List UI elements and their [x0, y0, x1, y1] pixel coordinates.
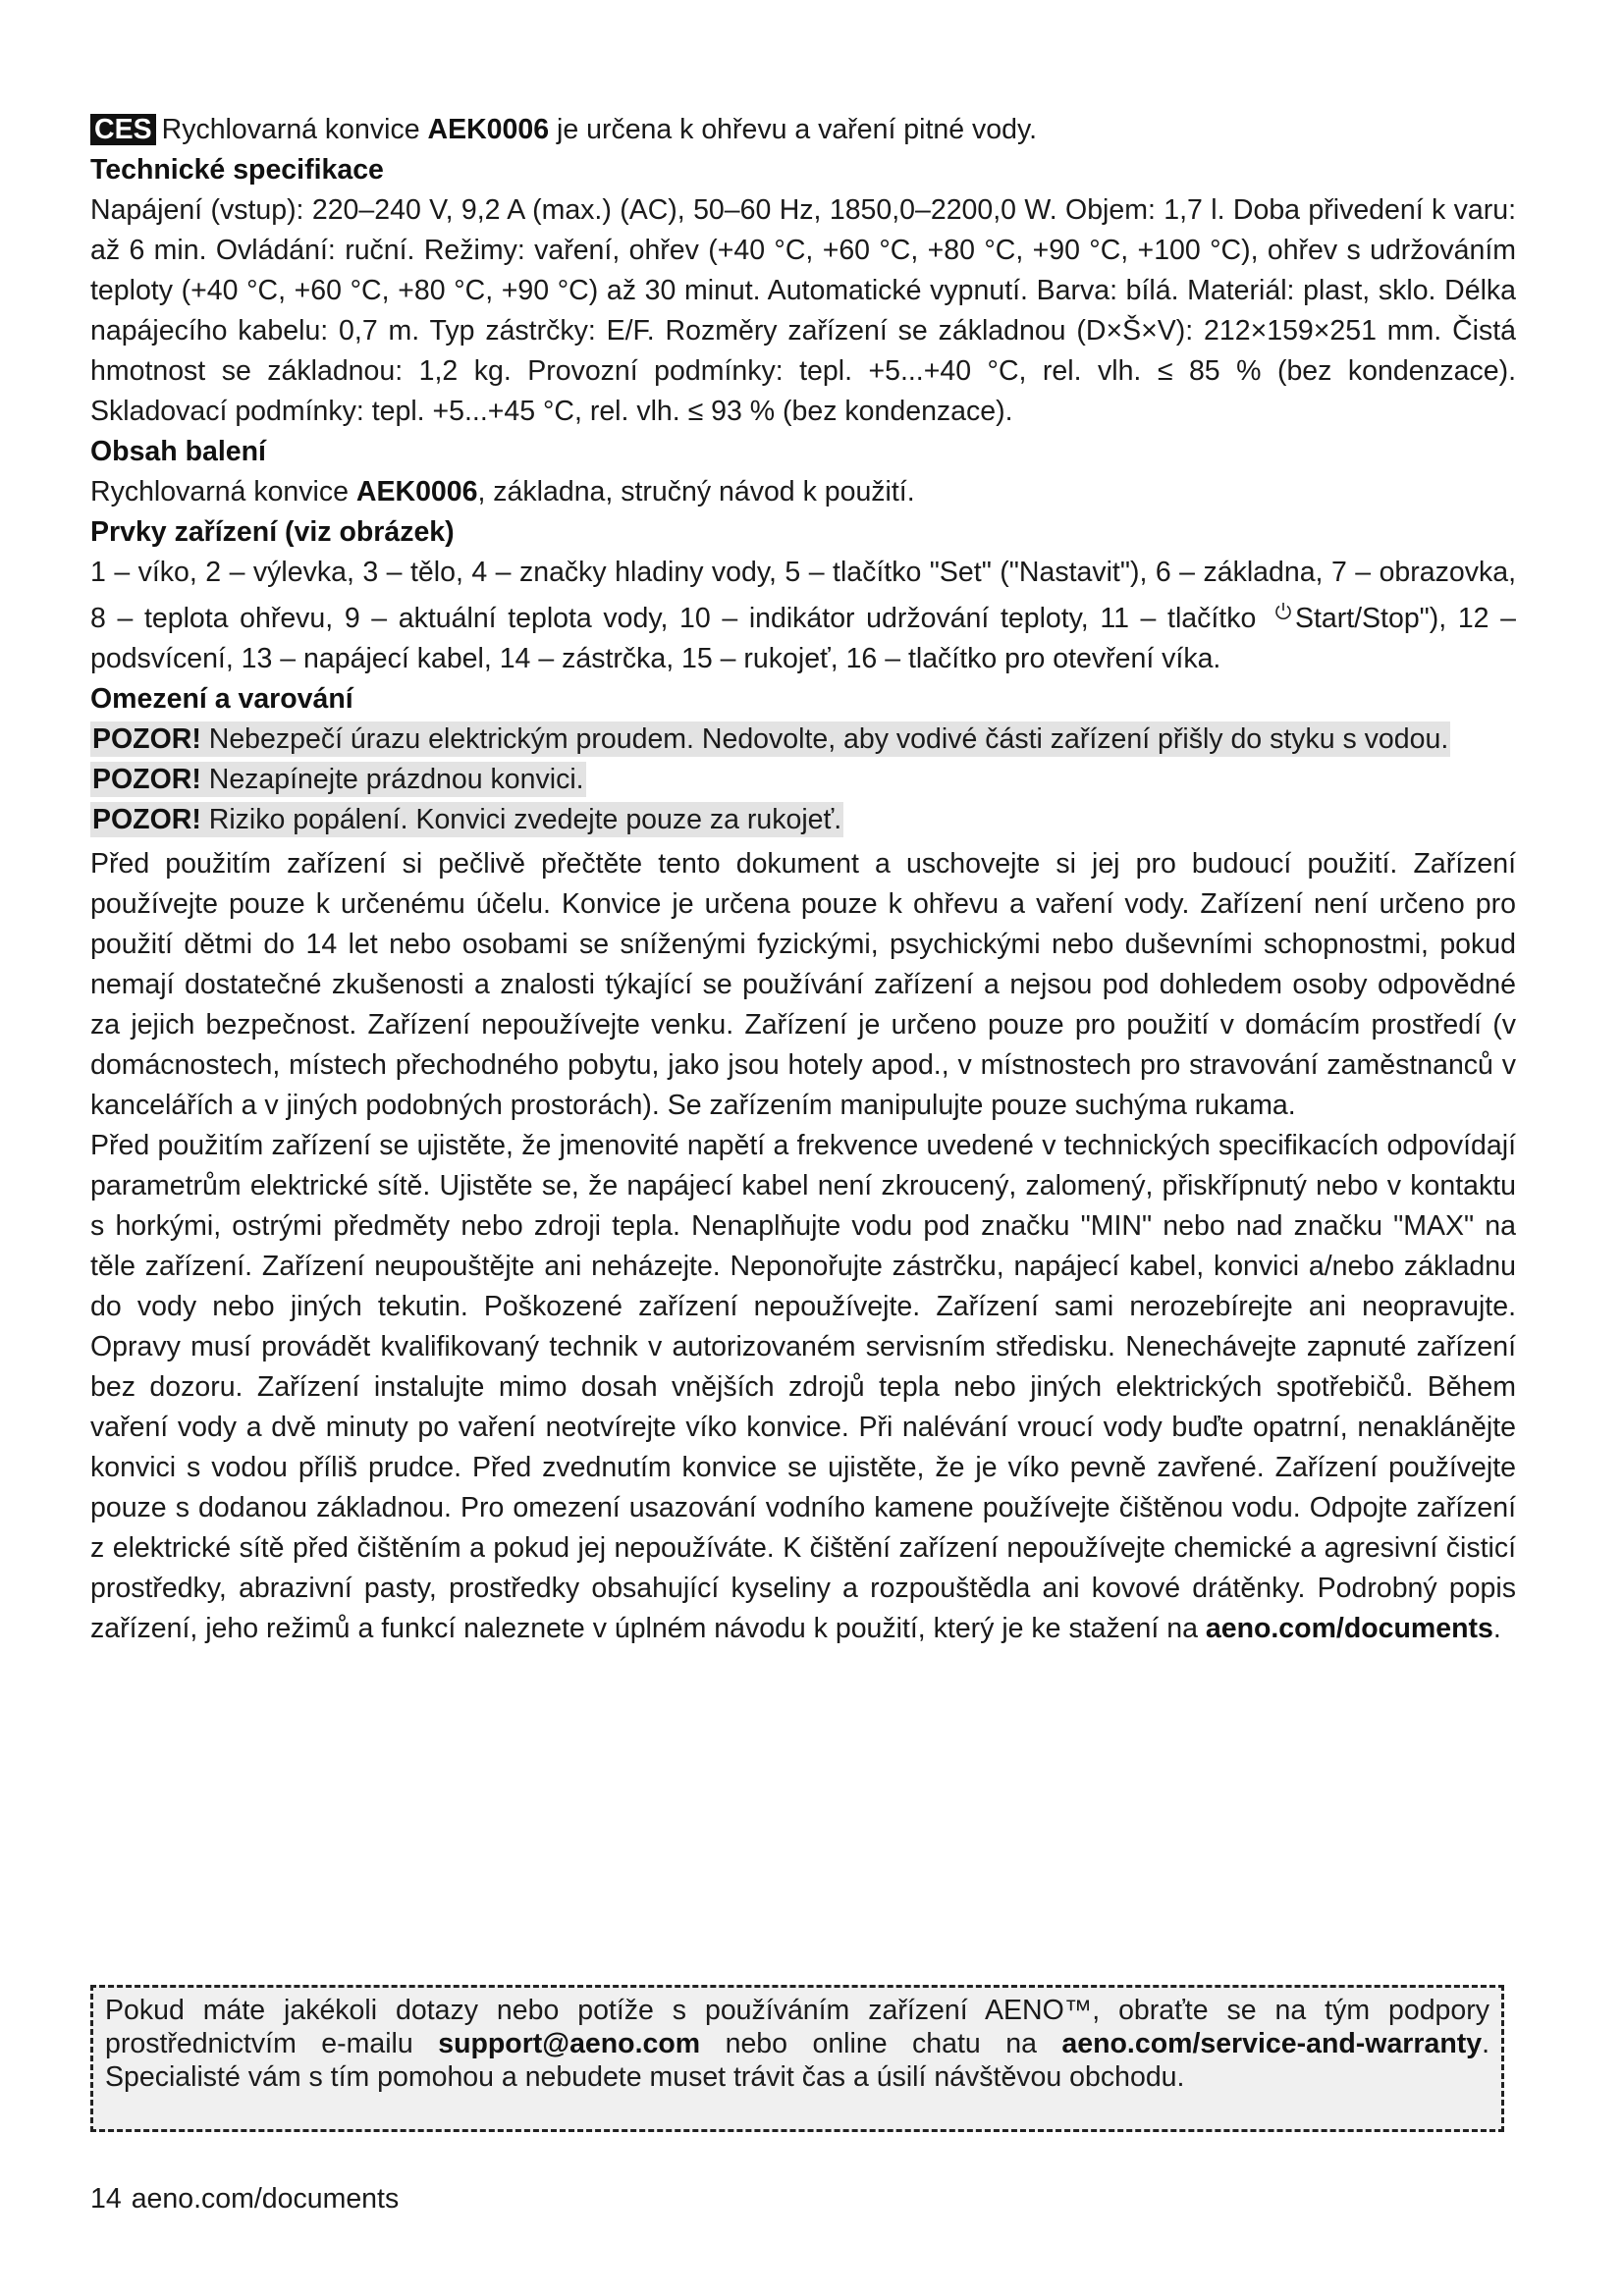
warnings-heading: Omezení a varování: [90, 683, 353, 715]
power-icon: [1273, 593, 1293, 613]
language-badge: CES: [90, 114, 156, 145]
package-text-after: , základna, stručný návod k použití.: [477, 476, 915, 507]
notice-text-1: Pokud máte jakékoli dotazy nebo potíže s používáním zařízení AENO™, obraťte se na tým podpory prostřednictvím e-mailu: [105, 1995, 1489, 2059]
support-email-link[interactable]: support@aeno.com: [438, 2028, 701, 2059]
intro-text-after: je určena k ohřevu a vaření pitné vody.: [557, 114, 1038, 145]
specs-body: Napájení (vstup): 220–240 V, 9,2 A (max.) (AC), 50–60 Hz, 1850,0–2200,0 W. Objem: 1,7 l. Doba přivedení k varu: až 6 min. Ovládání: ruční. Režimy: vaření, ohřev (+40 °C, +60 °C, +80 °C, +90 °C, +100 °C), ohřev s udržováním teploty (+40 °C, +60 °C, +80 °C, +90 °C) až 30 minut. Automatické vypnutí. Barva: bílá. Materiál: plast, sklo. Délka napájecího kabelu: 0,7 m. Typ zástrčky: E/F. Rozměry zařízení se základnou (D×Š×V): 212×159×251 mm. Čistá hmotnost se základnou: 1,2 kg. Provozní podmínky: tepl. +5...+40 °C, rel. vlh. ≤ 85 % (bez kondenzace). Skladovací podmínky: tepl. +5...+45 °C, rel. vlh. ≤ 93 % (bez kondenzace).: [90, 194, 1516, 427]
intro-model: AEK0006: [427, 114, 550, 145]
parts-text-after: Start/Stop"), 12 – podsvícení, 13 – napájecí kabel, 14 – zástrčka, 15 – rukojeť, 16 – tlačítko pro otevření víka.: [90, 603, 1516, 674]
parts-heading: Prvky zařízení (viz obrázek): [90, 516, 455, 548]
warning-label: POZOR!: [92, 804, 201, 835]
warning-2: [90, 760, 1516, 800]
support-notice-box: [90, 1985, 1504, 2132]
specs-heading: Technické specifikace: [90, 154, 384, 186]
documents-link[interactable]: aeno.com/documents: [1205, 1613, 1493, 1644]
intro-text-before: Rychlovarná konvice: [161, 114, 420, 145]
notice-text-2: nebo online chatu na: [725, 2028, 1037, 2059]
document-body: [90, 110, 1516, 1649]
parts-text-before: 1 – víko, 2 – výlevka, 3 – tělo, 4 – značky hladiny vody, 5 – tlačítko "Set" ("Nastavit"), 6 – základna, 7 – obrazovka, 8 – teplota ohřevu, 9 – aktuální teplota vody, 10 – indikátor udržování teploty, 11 – tlačítko: [90, 557, 1516, 634]
service-warranty-link[interactable]: aeno.com/service-and-warranty: [1061, 2028, 1483, 2059]
warning-label: POZOR!: [92, 723, 201, 755]
warning-3: [90, 800, 1516, 840]
warning-text: Riziko popálení. Konvici zvedejte pouze za rukojeť.: [208, 804, 842, 835]
safety-paragraph-2-text: Před použitím zařízení se ujistěte, že jmenovité napětí a frekvence uvedené v technických specifikacích odpovídají parametrům elektrické sítě. Ujistěte se, že napájecí kabel není zkroucený, zalomený, přiskřípnutý nebo v kontaktu s horkými, ostrými předměty nebo zdroji tepla. Nenaplňujte vodu pod značku "MIN" nebo nad značku "MAX" na těle zařízení. Zařízení neupouštějte ani neházejte. Neponořujte zástrčku, napájecí kabel, konvici a/nebo základnu do vody nebo jiných tekutin. Poškozené zařízení nepoužívejte. Zařízení sami nerozebírejte ani neopravujte. Opravy musí provádět kvalifikovaný technik v autorizovaném servisním středisku. Nenechávejte zapnuté zařízení bez dozoru. Zařízení instalujte mimo dosah vnějších zdrojů tepla nebo jiných elektrických spotřebičů. Během vaření vody a dvě minuty po vaření neotvírejte víko konvice. Při nalévání vroucí vody buďte opatrní, nenaklánějte konvici s vodou příliš prudce. Před zvednutím konvice se ujistěte, že je víko pevně zavřené. Zařízení používejte pouze s dodanou základnou. Pro omezení usazování vodního kamene používejte čištěnou vodu. Odpojte zařízení z elektrické sítě před čištěním a pokud jej nepoužíváte. K čištění zařízení nepoužívejte chemické a agresivní čisticí prostředky, abrazivní pasty, prostředky obsahující kyseliny a rozpouštědla ani kovové drátěnky. Podrobný popis zařízení, jeho režimů a funkcí naleznete v úplném návodu k použití, který je ke stažení na: [90, 1130, 1516, 1644]
safety-paragraph-2-end: .: [1492, 1613, 1501, 1644]
package-text-before: Rychlovarná konvice: [90, 476, 349, 507]
notice-text-3: . Specialisté vám s tím pomohou a nebudete muset trávit čas a úsilí návštěvou obchodu.: [105, 2028, 1489, 2093]
safety-paragraph-2: [90, 1126, 1516, 1649]
intro-line: [90, 110, 1516, 150]
warning-label: POZOR!: [92, 764, 201, 795]
package-model: AEK0006: [355, 476, 478, 507]
warning-1: [90, 720, 1516, 760]
warning-text: Nezapínejte prázdnou konvici.: [208, 764, 584, 795]
package-body: [90, 472, 1516, 512]
warning-text: Nebezpečí úrazu elektrickým proudem. Nedovolte, aby vodivé části zařízení přišly do styku s vodou.: [208, 723, 1449, 755]
parts-body: [90, 553, 1516, 679]
safety-paragraph-1: Před použitím zařízení si pečlivě přečtěte tento dokument a uschovejte si jej pro budoucí použití. Zařízení používejte pouze k určenému účelu. Konvice je určena pouze k ohřevu a vaření vody. Zařízení není určeno pro použití dětmi do 14 let nebo osobami se sníženými fyzickými, psychickými nebo duševními schopnostmi, pokud nemají dostatečné zkušenosti a znalosti týkající se používání zařízení a nejsou pod dohledem osoby odpovědné za jejich bezpečnost. Zařízení nepoužívejte venku. Zařízení je určeno pouze pro použití v domácím prostředí (v domácnostech, místech přechodného pobytu, jako jsou hotely apod., v místnostech pro stravování zaměstnanců v kancelářích a v jiných podobných prostorách). Se zařízením manipulujte pouze suchýma rukama.: [90, 848, 1516, 1121]
page-number: 14: [90, 2183, 122, 2215]
package-heading: Obsah balení: [90, 436, 266, 467]
footer-url: aeno.com/documents: [131, 2183, 400, 2215]
page-footer: [90, 2181, 408, 2216]
